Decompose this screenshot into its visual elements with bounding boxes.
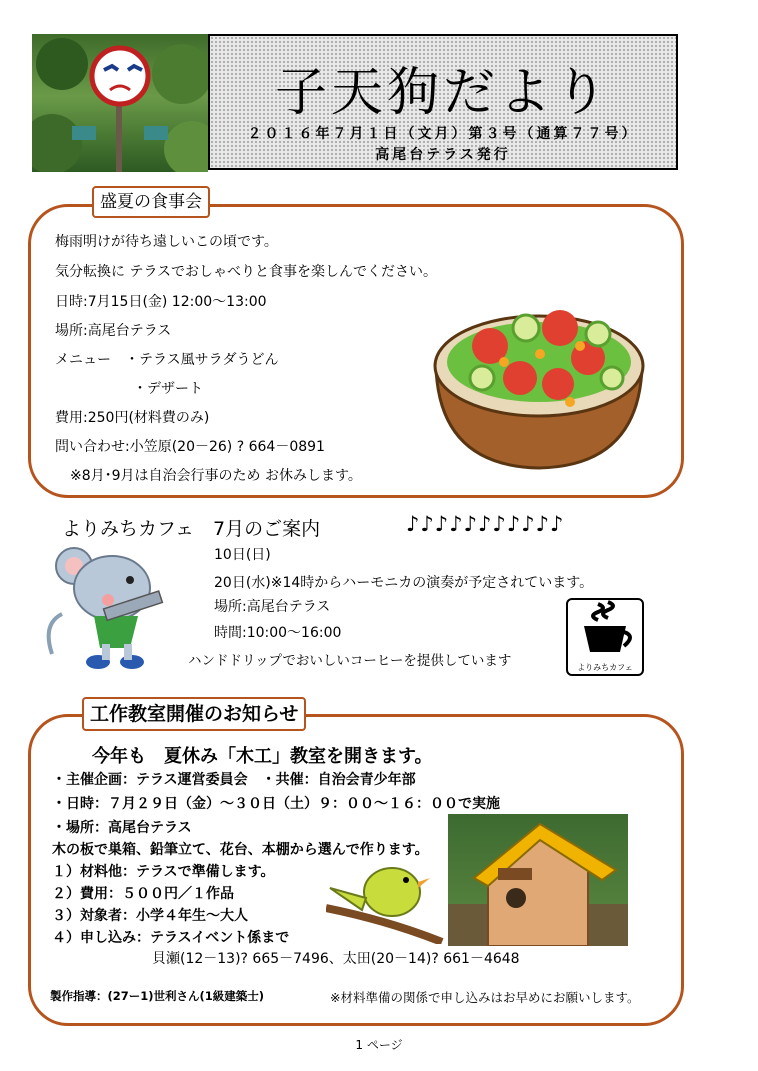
newsletter-title: 子天狗だより (274, 63, 611, 123)
cafe-line-date2: 20日(水)※14時からハーモニカの演奏が予定されています。 (214, 575, 594, 591)
issue-info (210, 124, 676, 166)
cafe-line-place: 場所:高尾台テラス (214, 599, 331, 615)
workshop-line-apply: ４）申し込み：テラスイベント係まで (52, 930, 290, 946)
dinner-line-place: 場所:高尾台テラス (55, 323, 172, 339)
workshop-section-label: 工作教室開催のお知らせ (82, 697, 306, 731)
music-notes: ♪♪♪♪♪♪♪♪♪♪♪ (406, 512, 565, 536)
workshop-contact: 貝瀬(12－13)? 665－7496、太田(20－14)? 661－4648 (152, 951, 520, 967)
workshop-line-organizer: ・主催企画：テラス運営委員会 ・共催：自治会青少年部 (52, 772, 416, 788)
birdhouse-photo (448, 814, 628, 946)
cafe-line-time: 時間:10:00～16:00 (214, 625, 342, 641)
dinner-section-label: 盛夏の食事会 (92, 186, 210, 218)
page-number: 1 ページ (355, 1038, 403, 1052)
workshop-headline: 今年も 夏休み「木工」教室を開きます。 (92, 746, 433, 767)
dinner-line-contact: 問い合わせ:小笠原(20－26) ? 664－0891 (55, 439, 325, 455)
header-photo (32, 34, 208, 172)
dinner-line-fee: 費用:250円(材料費のみ) (55, 410, 210, 426)
dinner-line-intro: 梅雨明けが待ち遠しいこの頃です。 (55, 234, 278, 250)
issue-date-line: ２０１６年７月１日（文月）第３号（通算７７号） (247, 126, 639, 142)
dinner-line-dessert: ・デザート (133, 381, 203, 397)
dinner-line-menu: メニュー ・テラス風サラダうどん (55, 352, 279, 368)
dinner-line-invite: 気分転換に テラスでおしゃべりと食事を楽しんでください。 (55, 264, 438, 280)
workshop-line-description: 木の板で巣箱、鉛筆立て、花台、本棚から選んで作ります。 (52, 842, 429, 858)
bird-illustration (326, 858, 444, 944)
dinner-line-notice: ※8月･9月は自治会行事のため お休みします。 (70, 468, 362, 484)
workshop-line-date: ・日時：７月２９日（金）～３０日（土）９：００～１６：００で実施 (52, 796, 500, 812)
cafe-line-coffee: ハンドドリップでおいしいコーヒーを提供しています (188, 653, 512, 669)
cafe-title: よりみちカフェ 7月のご案内 (62, 518, 321, 540)
coffee-cup-logo (566, 598, 644, 676)
publisher-line: 高尾台テラス発行 (375, 147, 511, 163)
cafe-line-date1: 10日(日) (214, 547, 271, 563)
workshop-line-fee: ２）費用：５００円／１作品 (52, 886, 234, 902)
workshop-instructor: 製作指導：(27ー1)世利さん(1級建築士) (50, 989, 265, 1003)
salad-bowl-illustration (430, 298, 648, 470)
logo-caption: よりみちカフェ (577, 663, 633, 672)
workshop-line-materials: １）材料他：テラスで準備します。 (52, 864, 275, 880)
workshop-line-target: ３）対象者：小学４年生～大人 (52, 908, 248, 924)
workshop-note: ※材料準備の関係で申し込みはお早めにお願いします。 (330, 990, 640, 1005)
workshop-line-place: ・場所：高尾台テラス (52, 820, 192, 836)
mouse-harmonica-illustration (42, 544, 172, 676)
masthead (208, 34, 678, 170)
dinner-line-datetime: 日時:7月15日(金) 12:00～13:00 (55, 294, 267, 310)
